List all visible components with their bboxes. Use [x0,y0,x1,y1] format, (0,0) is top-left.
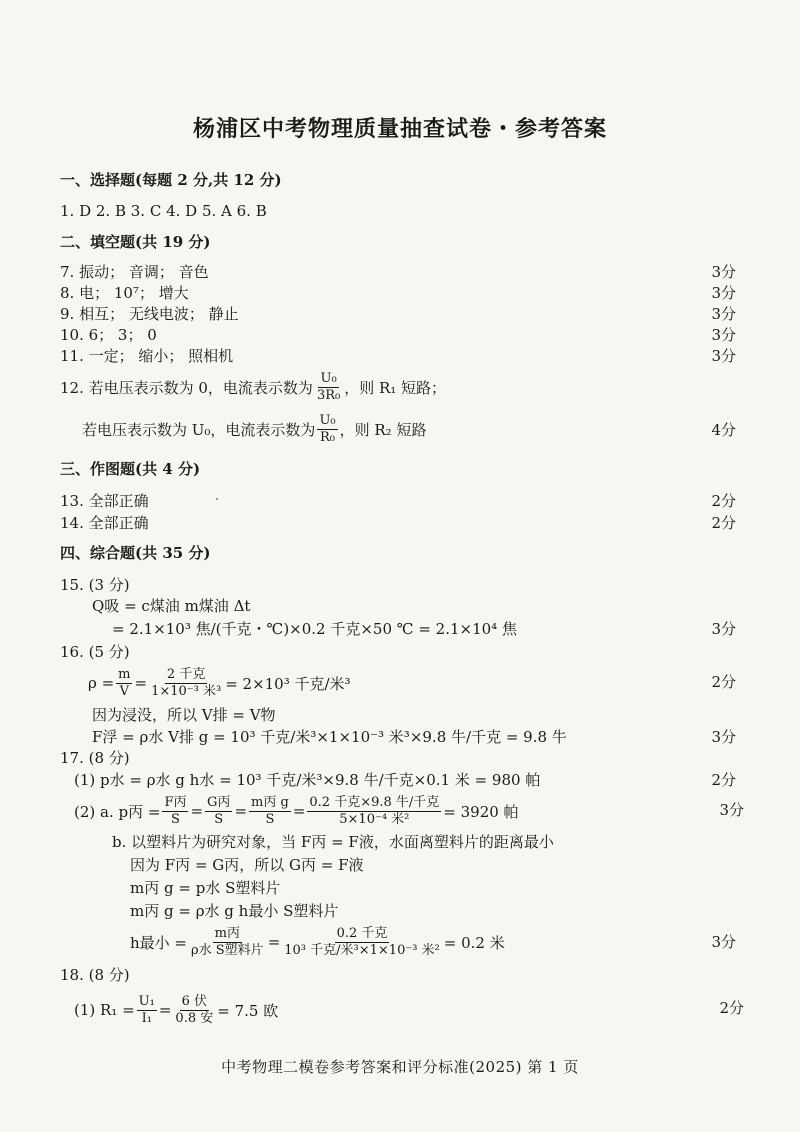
q15-label: 15. (3 分) [60,576,130,594]
score: 2分 [711,492,736,510]
section-1-answers [0,201,800,225]
equals-sign: = [267,933,281,951]
q17-b-line-1 [0,832,800,856]
q17-b-eq2: m丙 g = ρ水 g h最小 S塑料片 [130,902,339,920]
equals-sign: = [292,802,306,820]
fraction-denominator: R₀ [320,429,336,445]
fraction-numerator: 0.2 千克 [336,925,388,941]
fraction-denominator: V [119,683,130,699]
q17-b-condition: b. 以塑料片为研究对象，当 F丙 = F液，水面离塑料片的距离最小 [112,833,554,851]
equals-sign: = [134,674,148,692]
q17-score-3-row [0,932,800,956]
fraction-denominator: 5×10⁻⁴ 米² [339,811,410,827]
q17-b-result: = 0.2 米 [443,933,505,952]
equals-sign: = [234,802,248,820]
fraction-denominator: S [214,811,224,827]
score: 3分 [711,933,736,951]
fraction-numerator: U₁ [138,993,155,1009]
q17-b-line-2 [0,855,800,879]
answer-text: 9. 相互； 无线电波； 静止 [60,305,239,323]
score: 2分 [711,771,736,789]
q12b-pre: 若电压表示数为 U₀，电流表示数为 [82,420,316,439]
section-1 [0,170,800,194]
fraction-denominator: I₁ [141,1010,152,1026]
fraction-numerator: F丙 [164,794,187,810]
q17-score-2-row [0,800,800,824]
q12a-fraction [315,371,342,404]
score: 3分 [711,284,736,302]
fraction-numerator: U₀ [319,412,336,428]
section-1-heading: 一、选择题(每题 2 分,共 12 分) [60,171,282,189]
fraction-denominator: 10³ 千克/米³×1×10⁻³ 米² [284,942,440,958]
q12-line-1 [60,366,446,408]
q15-line-2 [0,619,800,643]
choice-answers: 1. D 2. B 3. C 4. D 5. A 6. B [60,202,267,220]
section-4-heading: 四、综合题(共 35 分) [60,544,211,562]
score: 3分 [711,326,736,344]
q15-calculation: = 2.1×10³ 焦/(千克・℃)×0.2 千克×50 ℃ = 2.1×10⁴ 焦 [112,620,517,638]
score: 3分 [711,263,736,281]
answer-text: 10. 6； 3； 0 [60,326,157,344]
q15-formula: Q吸 = c煤油 m煤油 Δt [92,597,251,615]
q18-score-row [0,998,800,1022]
fraction-numerator: 0.2 千克×9.8 牛/千克 [309,794,440,810]
fraction-numerator: G丙 [207,794,231,810]
q17-pressure: (1) p水 = ρ水 g h水 = 10³ 千克/米³×9.8 牛/千克×0.1 米 = 980 帕 [74,771,541,789]
answer-text: 8. 电； 10⁷； 增大 [60,284,189,302]
fraction-denominator: ρ水 S塑料片 [191,942,264,958]
q18-label: 18. (8 分) [60,966,130,984]
answer-text: 13. 全部正确 [60,492,149,510]
q12b-post: ，则 R₂ 短路 [339,420,427,439]
answer-text: 14. 全部正确 [60,514,149,532]
score: 3分 [719,801,744,819]
q17-2a-result: = 3920 帕 [443,802,519,821]
answer-text: 7. 振动； 音调； 音色 [60,263,209,281]
q17-b-eq1: m丙 g = p水 S塑料片 [130,879,281,897]
fraction-numerator: m丙 g [251,794,289,810]
q17-2a-pre: (2) a. p丙 = [74,802,161,821]
score: 4分 [711,421,736,439]
q17-b-line-3 [0,878,800,902]
answer-text: 11. 一定； 缩小； 照相机 [60,347,234,365]
score: 3分 [711,347,736,365]
fraction-denominator: 0.8 安 [175,1010,214,1026]
page-title: 杨浦区中考物理质量抽查试卷・参考答案 [192,116,607,142]
section-2-heading: 二、填空题(共 19 分) [60,233,211,251]
q16-rho: ρ = [88,674,115,692]
scan-speck [216,498,218,500]
equals-sign: = [158,1001,172,1019]
fraction-denominator: S [171,811,180,827]
fraction-denominator: S [265,811,275,827]
q12a-pre: 12. 若电压表示数为 0，电流表示数为 [60,378,313,397]
fraction-numerator: U₀ [320,370,337,386]
q17-b-hmin: h最小 = [130,933,187,952]
q18-result: = 7.5 欧 [217,1001,279,1020]
q16-score-1-row [0,672,800,696]
q18-label-row [0,965,800,989]
q17-label-row [0,748,800,772]
fraction-numerator: m [118,666,131,682]
fraction-denominator: 3R₀ [316,387,341,403]
equals-sign: = [190,802,204,820]
fraction-denominator: 1×10⁻³ 米³ [151,683,222,699]
q12-score-row [0,420,800,444]
fraction-numerator: 2 千克 [166,666,206,682]
fraction-numerator: 6 伏 [181,993,208,1009]
q18-r1: (1) R₁ = [74,1001,135,1019]
page-footer: 中考物理二模卷参考答案和评分标准(2025) 第 1 页 [221,1058,579,1076]
score: 2分 [711,673,736,691]
q17-label: 17. (8 分) [60,749,130,767]
q16-reason: 因为浸没，所以 V排 = V物 [92,706,276,724]
score: 3分 [711,728,736,746]
q16-buoyancy: F浮 = ρ水 V排 g = 10³ 千克/米³×1×10⁻³ 米³×9.8 牛/千克 = 9.8 牛 [92,728,567,746]
section-2 [0,232,800,256]
score: 2分 [719,999,744,1017]
score: 2分 [711,514,736,532]
q17-b-reason: 因为 F丙 = G丙，所以 G丙 = F液 [130,856,364,874]
q12a-post: ，则 R₁ 短路； [344,378,447,397]
answer-row [0,513,800,537]
score: 3分 [711,305,736,323]
answer-row [0,491,800,515]
q16-result: = 2×10³ 千克/米³ [225,674,351,693]
section-4 [0,543,800,567]
score: 3分 [711,620,736,638]
fraction-numerator: m丙 [214,925,240,941]
q16-line-2 [0,705,800,729]
section-3 [0,459,800,483]
q16-label: 16. (5 分) [60,643,130,661]
section-3-heading: 三、作图题(共 4 分) [60,460,201,478]
q15-line-1 [0,596,800,620]
